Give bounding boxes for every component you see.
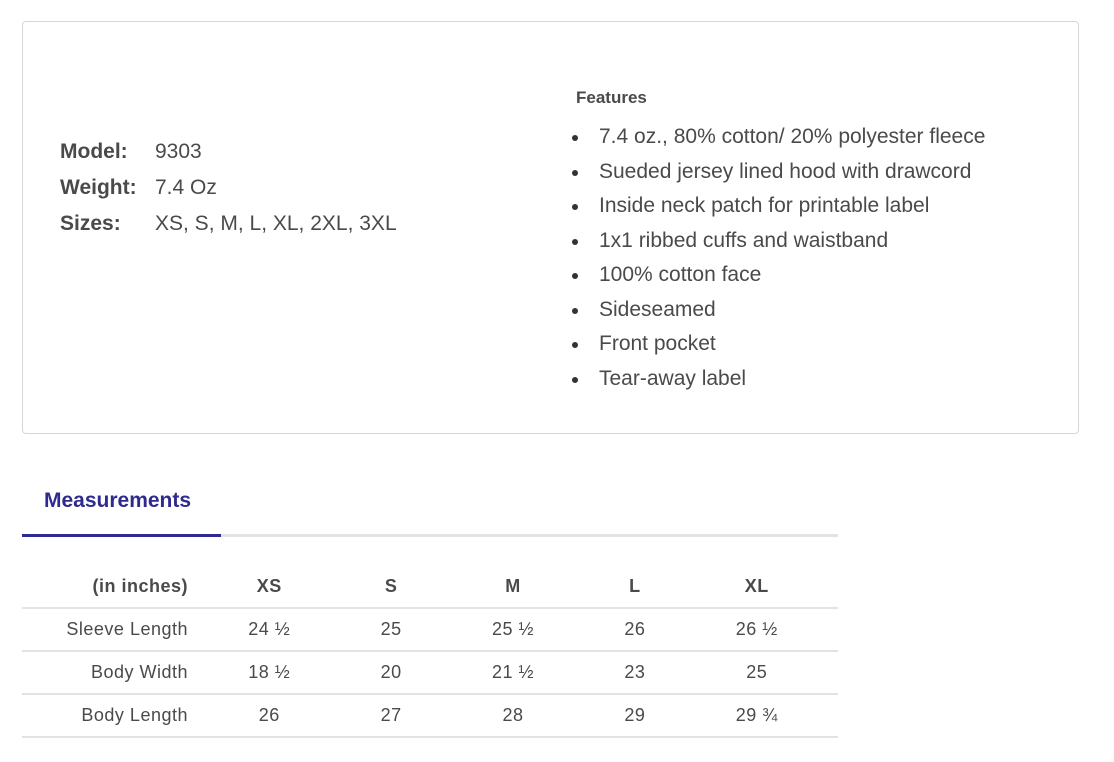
- row-label: Body Length: [22, 694, 188, 737]
- table-cell: 29 ¾: [676, 694, 839, 737]
- feature-item: Sideseamed: [576, 293, 985, 328]
- table-cell: 28: [432, 694, 594, 737]
- table-cell: 21 ½: [432, 651, 594, 694]
- size-header-xs: XS: [188, 566, 350, 608]
- table-cell: 20: [350, 651, 431, 694]
- table-row: [22, 694, 838, 737]
- feature-item: Sueded jersey lined hood with drawcord: [576, 155, 985, 190]
- feature-item: Inside neck patch for printable label: [576, 189, 985, 224]
- table-cell: 23: [594, 651, 675, 694]
- table-cell: 26: [594, 608, 675, 651]
- table-cell: 24 ½: [188, 608, 350, 651]
- table-row: [22, 608, 838, 651]
- tab-measurements[interactable]: Measurements: [22, 472, 221, 537]
- table-cell: 27: [350, 694, 431, 737]
- feature-item: 1x1 ribbed cuffs and waistband: [576, 224, 985, 259]
- feature-item: Tear-away label: [576, 362, 985, 397]
- feature-item: 7.4 oz., 80% cotton/ 20% polyester fleece: [576, 120, 985, 155]
- size-header-xl: XL: [676, 566, 839, 608]
- table-header-row: [22, 566, 838, 608]
- spec-value: XS, S, M, L, XL, 2XL, 3XL: [155, 212, 397, 235]
- feature-item: Front pocket: [576, 327, 985, 362]
- spec-row-sizes: [60, 206, 397, 242]
- features-title: Features: [576, 88, 647, 107]
- measurements-table: [22, 566, 838, 738]
- spec-label: Model:: [60, 140, 128, 163]
- feature-item: 100% cotton face: [576, 258, 985, 293]
- spec-label: Weight:: [60, 176, 137, 199]
- size-header-s: S: [350, 566, 431, 608]
- table-cell: 26 ½: [676, 608, 839, 651]
- row-label: Body Width: [22, 651, 188, 694]
- table-cell: 18 ½: [188, 651, 350, 694]
- spec-label: Sizes:: [60, 212, 121, 235]
- spec-value: 7.4 Oz: [155, 176, 217, 199]
- unit-header: (in inches): [22, 566, 188, 608]
- table-cell: 26: [188, 694, 350, 737]
- product-details-card: [22, 21, 1079, 434]
- table-row: [22, 651, 838, 694]
- table-cell: 25: [676, 651, 839, 694]
- table-cell: 25 ½: [432, 608, 594, 651]
- size-header-m: M: [432, 566, 594, 608]
- specs-list: [60, 134, 397, 242]
- size-header-l: L: [594, 566, 675, 608]
- features-section: [576, 88, 985, 396]
- spec-row-model: [60, 134, 397, 170]
- row-label: Sleeve Length: [22, 608, 188, 651]
- table-cell: 25: [350, 608, 431, 651]
- features-list: [576, 120, 985, 396]
- spec-row-weight: [60, 170, 397, 206]
- table-cell: 29: [594, 694, 675, 737]
- tab-bar: [22, 472, 838, 537]
- spec-value: 9303: [155, 140, 202, 163]
